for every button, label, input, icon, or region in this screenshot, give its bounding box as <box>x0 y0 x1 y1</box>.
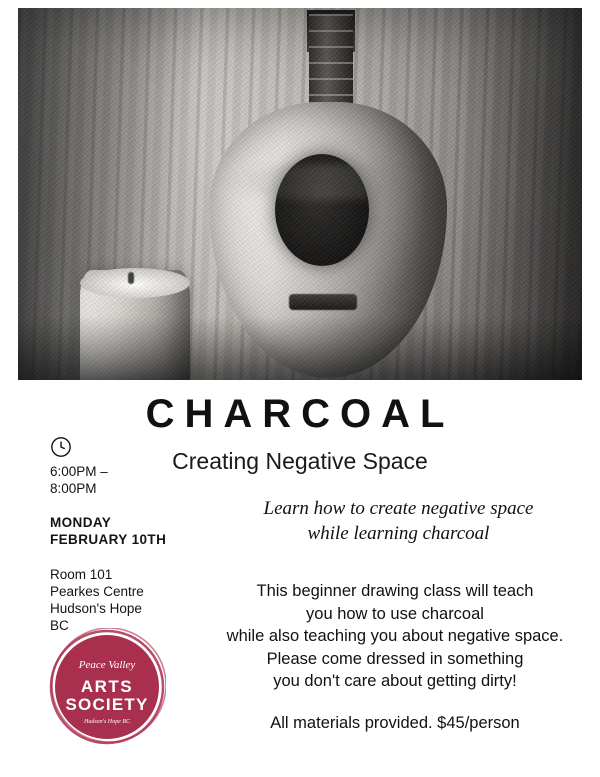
event-day: MONDAY <box>50 515 112 530</box>
artwork-image <box>18 8 582 380</box>
location-line-3: Hudson's Hope <box>50 601 142 616</box>
tagline <box>215 496 582 546</box>
page-title: CHARCOAL <box>145 392 455 436</box>
description-line-3: while also teaching you about negative space. <box>226 627 564 645</box>
description-line-5: you don't care about getting dirty! <box>273 672 517 690</box>
event-details <box>50 463 220 634</box>
description-line-1: This beginner drawing class will teach <box>256 582 534 600</box>
page-subtitle: Creating Negative Space <box>172 448 428 474</box>
artwork-vignette <box>18 8 582 380</box>
clock-icon <box>50 436 72 458</box>
tagline-line-2: while learning charcoal <box>307 523 490 544</box>
location-line-2: Pearkes Centre <box>50 584 144 599</box>
logo-main-line2: SOCIETY <box>65 695 149 714</box>
event-location <box>50 566 220 634</box>
location-line-4: BC <box>50 618 69 633</box>
event-time-start: 6:00PM – <box>50 464 108 479</box>
logo-main-line1: ARTS <box>80 677 134 696</box>
event-date <box>50 514 220 548</box>
description-line-4: Please come dressed in something <box>266 649 524 668</box>
event-time <box>50 463 220 497</box>
event-time-end: 8:00PM <box>50 481 97 496</box>
event-date-value: FEBRUARY 10TH <box>50 532 167 547</box>
logo-top-text: Peace Valley <box>78 659 136 671</box>
description-line-2: you how to use charcoal <box>306 604 484 623</box>
location-line-1: Room 101 <box>50 567 113 582</box>
arts-society-logo <box>48 628 166 746</box>
tagline-line-1: Learn how to create negative space <box>263 498 534 519</box>
price-note: All materials provided. $45/person <box>270 714 520 732</box>
logo-bottom-text: Hudson's Hope BC <box>84 719 130 725</box>
description <box>200 580 590 693</box>
